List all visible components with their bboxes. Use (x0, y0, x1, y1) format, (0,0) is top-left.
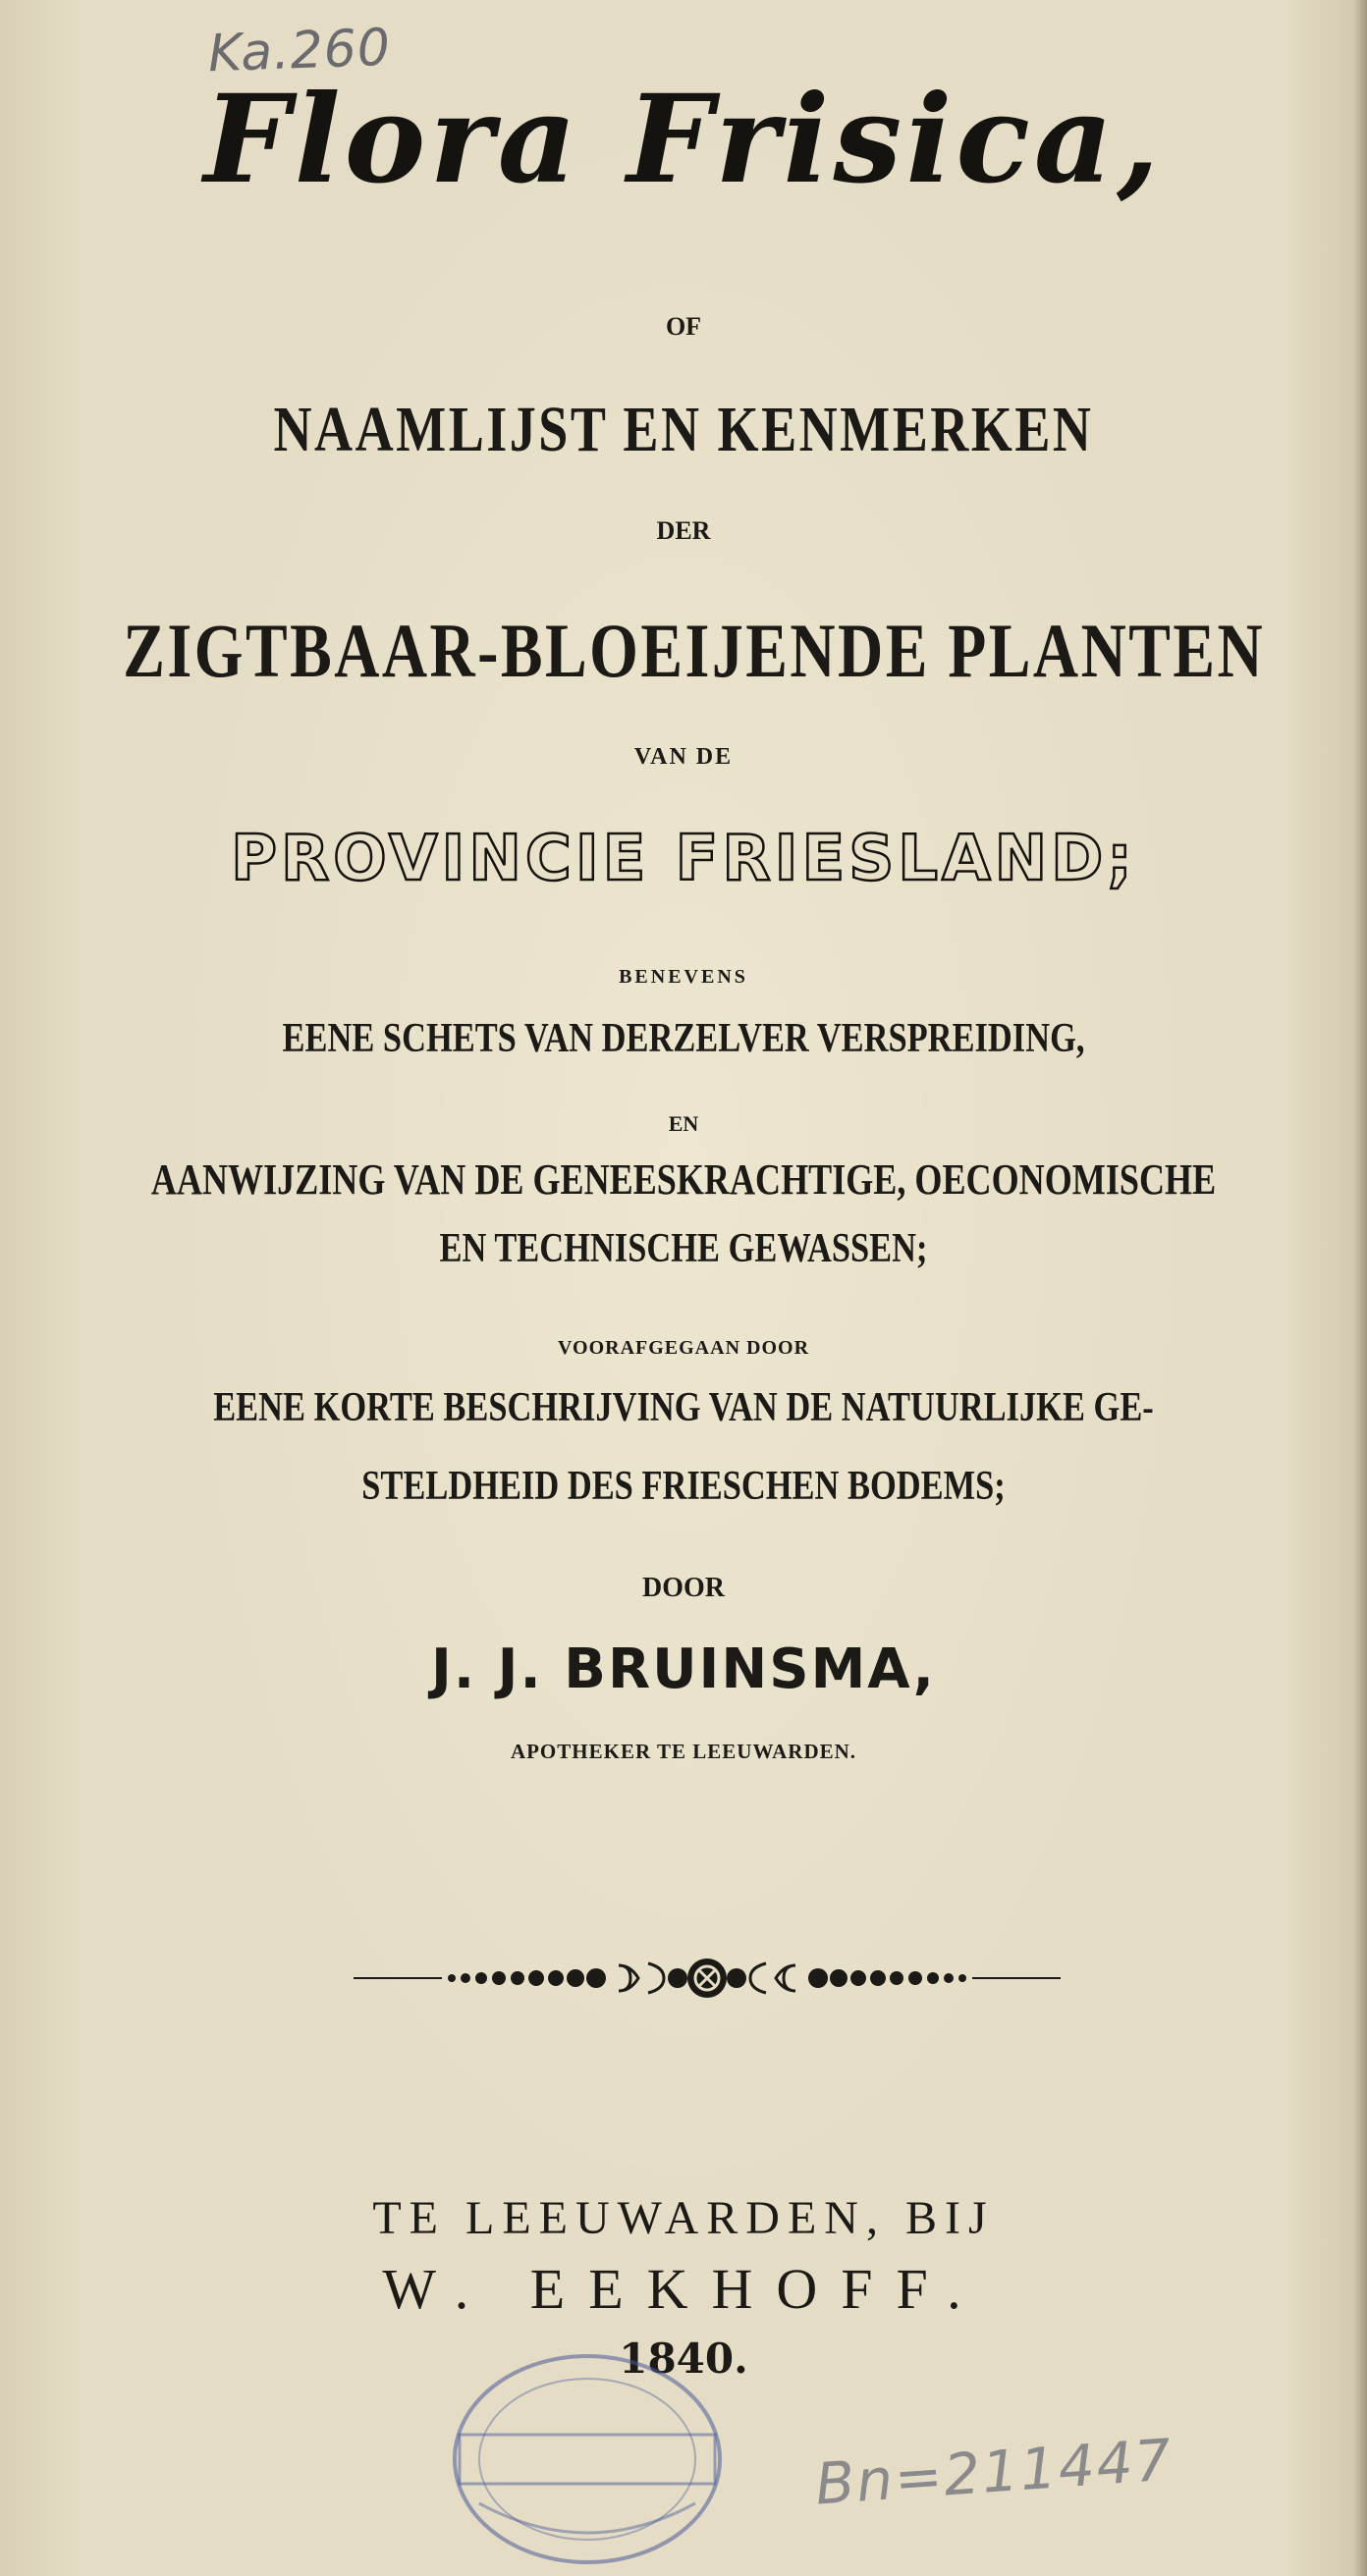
shelfmark-annotation: Ka.260 (207, 18, 392, 84)
author-door: DOOR (642, 1573, 725, 1603)
decorative-ornament-rule (354, 1954, 1061, 2003)
subtitle-en: EN (668, 1111, 699, 1136)
library-stamp (440, 2346, 735, 2572)
book-title: Flora Frisica, (203, 69, 1164, 211)
title-zigtbaar: ZIGTBAAR-BLOEIJENDE PLANTEN (123, 608, 1266, 693)
author-name: J. J. BRUINSMA, (431, 1637, 936, 1701)
page-edge-shadow (1353, 0, 1367, 2576)
author-role: APOTHEKER TE LEEUWARDEN. (510, 1740, 857, 1763)
imprint-publisher: W. EEKHOFF. (382, 2257, 985, 2321)
subtitle-technische: EN TECHNISCHE GEWASSEN; (439, 1226, 928, 1271)
imprint-year: 1840. (619, 2334, 748, 2383)
subtitle-aanwijzing: AANWIJZING VAN DE GENEESKRACHTIGE, OECONOMISCHE (150, 1155, 1217, 1204)
subtitle-eene-korte: EENE KORTE BESCHRIJVING VAN DE NATUURLIJKE GE- (213, 1385, 1154, 1430)
subtitle-eene-schets: EENE SCHETS VAN DERZELVER VERSPREIDING, (282, 1016, 1085, 1061)
title-van-de: VAN DE (633, 744, 734, 770)
title-provincie: PROVINCIE FRIESLAND; (231, 823, 1136, 895)
imprint-city: TE LEEUWARDEN, BIJ (372, 2192, 995, 2244)
pencil-library-number: Bn=211447 (813, 2426, 1176, 2518)
title-der: DER (656, 516, 711, 545)
subtitle-voorafgegaan: VOORAFGEGAAN DOOR (557, 1337, 810, 1359)
title-of: OF (665, 312, 702, 341)
subtitle-steldheid: STELDHEID DES FRIESCHEN BODEMS; (361, 1464, 1006, 1509)
title-naamlijst: NAAMLIJST EN KENMERKEN (273, 394, 1094, 465)
title-benevens: BENEVENS (619, 966, 748, 988)
